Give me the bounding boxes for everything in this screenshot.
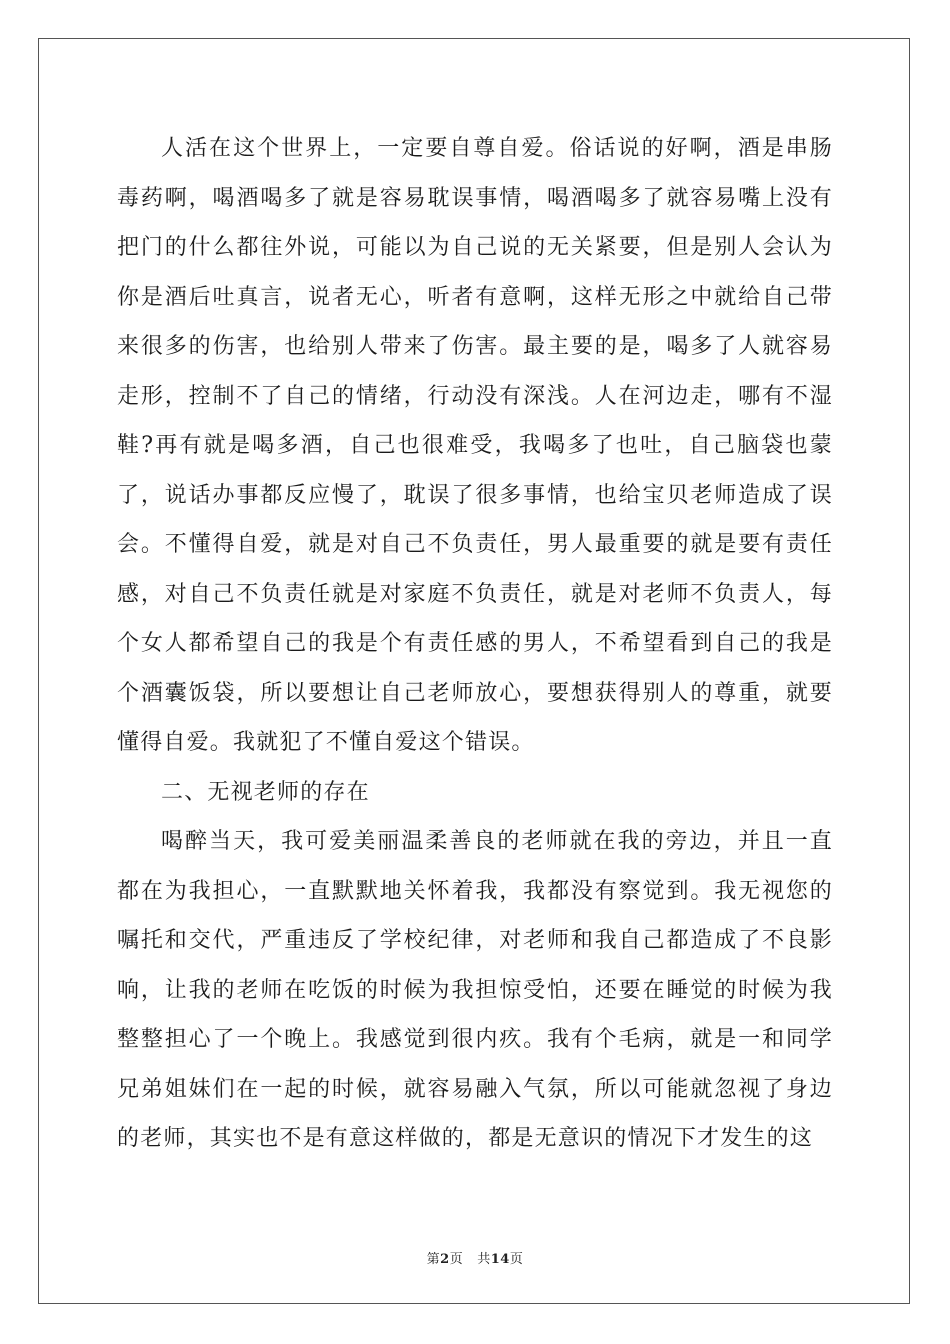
footer-total-prefix: 共 [477,1252,491,1267]
footer-prefix: 第 [426,1252,441,1267]
paragraph-self-respect: 人活在这个世界上，一定要自尊自爱。俗话说的好啊，酒是串肠毒药啊，喝酒喝多了就是容易耽误事情，喝酒喝多了就容易嘴上没有把门的什么都往外说，可能以为自己说的无关紧要，但是别人会认为你是酒后吐真言，说者无心，听者有意啊，这样无形之中就给自己带来很多的伤害，也给别人带来了伤害。最主要的是，喝多了人就容易走形，控制不了自己的情绪，行动没有深浅。人在河边走，哪有不湿鞋?再有就是喝多酒，自己也很难受，我喝多了也吐，自己脑袋也蒙了，说话办事都反应慢了，耽误了很多事情，也给宝贝老师造成了误会。不懂得自爱，就是对自己不负责任，男人最重要的就是要有责任感，对自己不负责任就是对家庭不负责任，就是对老师不负责人，每个女人都希望自己的我是个有责任感的男人，不希望看到自己的我是个酒囊饭袋，所以要想让自己老师放心，要想获得别人的尊重，就要懂得自爱。我就犯了不懂自爱这个错误。 [117,136,833,755]
total-page-count: 14 [490,1252,510,1267]
document-body [117,124,833,1164]
page-footer [0,1248,950,1267]
section-heading-ignoring-teacher: 二、无视老师的存在 [161,779,370,805]
footer-total-unit: 页 [509,1252,524,1267]
current-page-number: 2 [440,1252,450,1267]
paragraph-drunk-day: 喝醉当天，我可爱美丽温柔善良的老师就在我的旁边，并且一直都在为我担心，一直默默地关怀着我，我都没有察觉到。我无视您的嘱托和交代，严重违反了学校纪律，对老师和我自己都造成了不良影响，让我的老师在吃饭的时候为我担惊受怕，还要在睡觉的时候为我整整担心了一个晚上。我感觉到很内疚。我有个毛病，就是一和同学兄弟姐妹们在一起的时候，就容易融入气氛，所以可能就忽视了身边的老师，其实也不是有意这样做的，都是无意识的情况下才发生的这 [117,829,833,1151]
footer-page-unit: 页 [449,1252,464,1267]
